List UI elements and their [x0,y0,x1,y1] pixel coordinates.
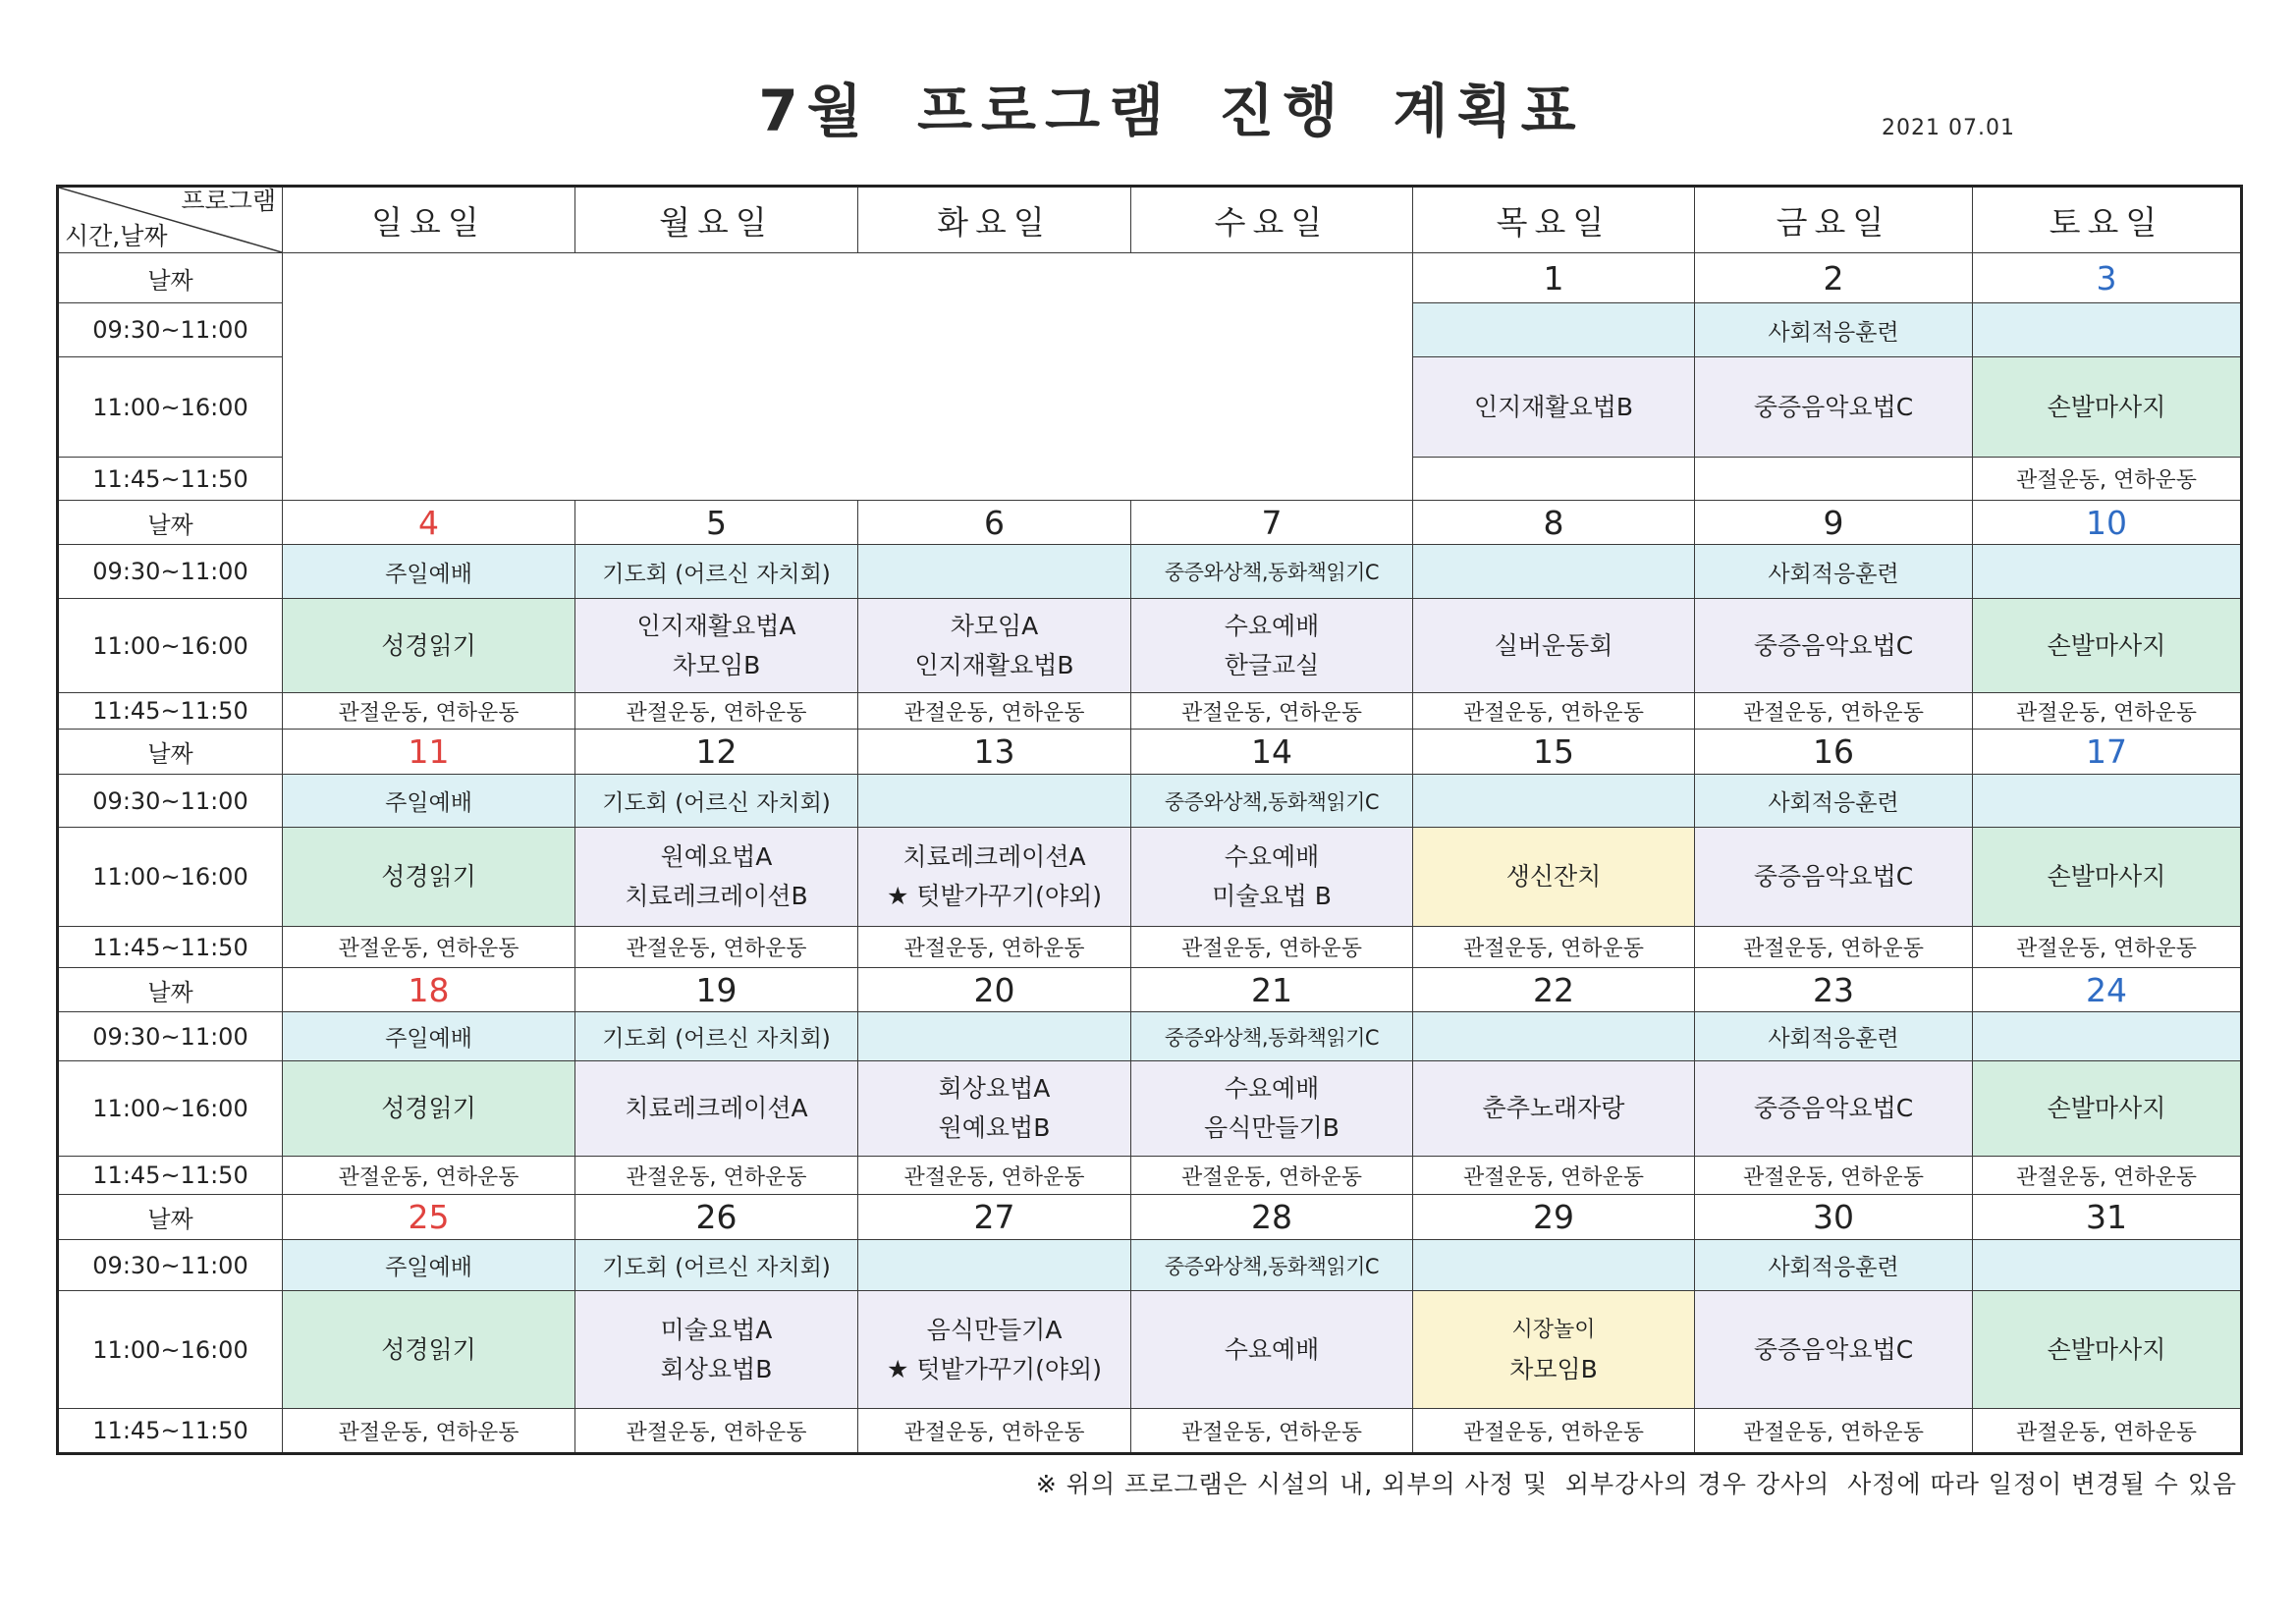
midday-program-cell [1973,1291,2242,1409]
program-line: 음식만들기B [1204,1113,1339,1142]
program-line: 미술요법 B [1212,882,1332,910]
exercise-program-cell: 관절운동, 연하운동 [575,693,858,730]
date-cell: 11 [283,730,575,775]
weekday-header: 목요일 [1413,187,1695,253]
midday-program-cell [1973,599,2242,693]
morning-row [58,1012,2242,1061]
header-row [58,187,2242,253]
date-cell: 7 [1131,501,1413,545]
exercise-program-cell: 관절운동, 연하운동 [283,927,575,968]
midday-program-cell [1413,357,1695,458]
midday-program-cell [575,599,858,693]
program-line: 차모임B [672,650,761,679]
morning-program-cell [1413,303,1695,357]
midday-program-cell [283,1291,575,1409]
midday-program-cell [858,828,1131,927]
midday-program-cell [1695,1291,1973,1409]
exercise-program-cell: 관절운동, 연하운동 [858,1157,1131,1195]
exercise-program-cell: 관절운동, 연하운동 [575,1409,858,1454]
midday-program-cell [858,1061,1131,1157]
row-label-exercise: 11:45~11:50 [58,927,283,968]
program-line: 손발마사지 [2047,392,2166,421]
program-line: 치료레크레이션A [902,842,1086,871]
morning-row [58,775,2242,828]
midday-program-cell [1131,828,1413,927]
row-label-date: 날짜 [58,501,283,545]
date-cell: 17 [1973,730,2242,775]
midday-program-cell [1973,828,2242,927]
program-line: 회상요법A [938,1074,1051,1103]
morning-program-cell: 기도회 (어르신 자치회) [575,1012,858,1061]
midday-row [58,1061,2242,1157]
program-line: 차모임B [1509,1354,1598,1383]
exercise-row [58,693,2242,730]
midday-program-cell [575,1291,858,1409]
date-cell: 18 [283,968,575,1012]
corner-time-date-label: 시간,날짜 [65,222,168,250]
exercise-program-cell: 관절운동, 연하운동 [1973,693,2242,730]
corner-header [58,187,283,253]
date-cell: 20 [858,968,1131,1012]
date-cell: 22 [1413,968,1695,1012]
morning-program-cell: 사회적응훈련 [1695,1012,1973,1061]
morning-program-cell [1413,545,1695,599]
row-label-date: 날짜 [58,968,283,1012]
row-label-exercise: 11:45~11:50 [58,1409,283,1454]
program-line: 인지재활요법B [914,650,1074,679]
program-line: 수요예배 [1224,1334,1320,1364]
exercise-program-cell: 관절운동, 연하운동 [1973,458,2242,501]
program-line: 성경읽기 [381,1094,476,1122]
date-cell: 24 [1973,968,2242,1012]
weekday-header: 화요일 [858,187,1131,253]
row-label-midday: 11:00~16:00 [58,828,283,927]
row-label-date: 날짜 [58,1195,283,1240]
date-cell: 3 [1973,253,2242,303]
date-cell: 15 [1413,730,1695,775]
exercise-program-cell: 관절운동, 연하운동 [1413,693,1695,730]
blank-area [283,253,1413,501]
date-cell: 8 [1413,501,1695,545]
row-label-morning: 09:30~11:00 [58,775,283,828]
program-line: 중증음악요법C [1753,392,1914,421]
program-line: 실버운동회 [1494,630,1613,660]
row-label-midday: 11:00~16:00 [58,1061,283,1157]
program-line: 한글교실 [1224,650,1320,679]
midday-program-cell [1413,1291,1695,1409]
morning-program-cell: 중증와상책,동화책읽기C [1131,1012,1413,1061]
midday-row [58,599,2242,693]
program-line: 수요예배 [1224,1074,1320,1103]
weekday-header: 일요일 [283,187,575,253]
morning-program-cell: 중증와상책,동화책읽기C [1131,775,1413,828]
midday-row [58,828,2242,927]
program-line: 음식만들기A [926,1315,1063,1344]
morning-program-cell [1973,545,2242,599]
program-line: 원예요법A [660,842,773,871]
date-row [58,730,2242,775]
midday-program-cell [1695,357,1973,458]
row-label-midday: 11:00~16:00 [58,357,283,458]
issued-date: 2021 07.01 [1882,116,2015,140]
row-label-midday: 11:00~16:00 [58,1291,283,1409]
exercise-program-cell: 관절운동, 연하운동 [858,1409,1131,1454]
date-cell: 30 [1695,1195,1973,1240]
program-line: 원예요법B [938,1113,1051,1142]
date-row [58,253,2242,303]
exercise-program-cell: 관절운동, 연하운동 [1131,1157,1413,1195]
exercise-program-cell: 관절운동, 연하운동 [1973,1409,2242,1454]
midday-program-cell [283,828,575,927]
date-cell: 13 [858,730,1131,775]
morning-program-cell: 중증와상책,동화책읽기C [1131,1240,1413,1291]
date-cell: 19 [575,968,858,1012]
program-line: 생신잔치 [1505,862,1602,891]
morning-program-cell [1973,1240,2242,1291]
program-line: 회상요법B [660,1354,773,1383]
date-cell: 23 [1695,968,1973,1012]
row-label-exercise: 11:45~11:50 [58,1157,283,1195]
exercise-program-cell: 관절운동, 연하운동 [1695,927,1973,968]
date-cell: 14 [1131,730,1413,775]
row-label-exercise: 11:45~11:50 [58,693,283,730]
program-line: 치료레크레이션A [625,1094,808,1122]
exercise-program-cell: 관절운동, 연하운동 [1413,1409,1695,1454]
weekday-header: 수요일 [1131,187,1413,253]
date-cell: 9 [1695,501,1973,545]
date-row [58,501,2242,545]
exercise-program-cell: 관절운동, 연하운동 [1131,1409,1413,1454]
morning-program-cell: 사회적응훈련 [1695,775,1973,828]
program-line: 중증음악요법C [1753,1094,1914,1122]
exercise-program-cell: 관절운동, 연하운동 [858,693,1131,730]
midday-program-cell [575,828,858,927]
program-line: 성경읽기 [381,630,476,660]
morning-program-cell [858,545,1131,599]
morning-program-cell: 기도회 (어르신 자치회) [575,775,858,828]
morning-program-cell: 주일예배 [283,775,575,828]
program-line: 성경읽기 [381,1334,476,1364]
morning-program-cell: 주일예배 [283,545,575,599]
morning-program-cell: 기도회 (어르신 자치회) [575,545,858,599]
midday-program-cell [575,1061,858,1157]
midday-program-cell [1131,1291,1413,1409]
morning-program-cell [1413,1012,1695,1061]
program-line: 시장놀이 [1511,1317,1596,1342]
morning-program-cell [1973,303,2242,357]
weekday-header: 월요일 [575,187,858,253]
date-cell: 31 [1973,1195,2242,1240]
exercise-program-cell: 관절운동, 연하운동 [1973,927,2242,968]
morning-program-cell [858,1012,1131,1061]
morning-program-cell [1973,1012,2242,1061]
midday-program-cell [1413,1061,1695,1157]
program-line: 손발마사지 [2047,630,2166,660]
morning-program-cell [858,1240,1131,1291]
midday-program-cell [1131,599,1413,693]
midday-program-cell [283,599,575,693]
morning-program-cell: 주일예배 [283,1240,575,1291]
page-title: 7월 프로그램 진행 계획표 [758,78,1585,144]
midday-program-cell [1695,1061,1973,1157]
date-cell: 4 [283,501,575,545]
morning-program-cell: 사회적응훈련 [1695,545,1973,599]
date-cell: 26 [575,1195,858,1240]
program-line: 치료레크레이션B [625,882,808,910]
morning-program-cell [858,775,1131,828]
program-line: 차모임A [950,611,1039,640]
date-cell: 27 [858,1195,1131,1240]
program-line: 미술요법A [660,1315,773,1344]
morning-program-cell [1973,775,2242,828]
midday-program-cell [1413,828,1695,927]
morning-program-cell: 기도회 (어르신 자치회) [575,1240,858,1291]
exercise-program-cell: 관절운동, 연하운동 [1131,693,1413,730]
midday-program-cell [858,599,1131,693]
morning-program-cell [1413,1240,1695,1291]
midday-row [58,1291,2242,1409]
program-line: 중증음악요법C [1753,1334,1914,1364]
row-label-date: 날짜 [58,253,283,303]
exercise-program-cell: 관절운동, 연하운동 [858,927,1131,968]
exercise-program-cell: 관절운동, 연하운동 [1413,1157,1695,1195]
row-label-morning: 09:30~11:00 [58,303,283,357]
exercise-program-cell: 관절운동, 연하운동 [1695,693,1973,730]
date-cell: 16 [1695,730,1973,775]
midday-program-cell [1131,1061,1413,1157]
program-line: 성경읽기 [381,862,476,891]
midday-program-cell [858,1291,1131,1409]
program-line: 수요예배 [1224,842,1320,871]
midday-program-cell [1413,599,1695,693]
exercise-program-cell: 관절운동, 연하운동 [1973,1157,2242,1195]
exercise-program-cell: 관절운동, 연하운동 [1413,927,1695,968]
exercise-program-cell: 관절운동, 연하운동 [575,1157,858,1195]
exercise-program-cell [1695,458,1973,501]
date-cell: 28 [1131,1195,1413,1240]
morning-program-cell: 주일예배 [283,1012,575,1061]
date-cell: 2 [1695,253,1973,303]
program-line: ★ 텃밭가꾸기(야외) [887,1354,1102,1383]
morning-program-cell: 사회적응훈련 [1695,1240,1973,1291]
row-label-midday: 11:00~16:00 [58,599,283,693]
exercise-program-cell: 관절운동, 연하운동 [283,1157,575,1195]
exercise-program-cell [1413,458,1695,501]
program-line: 손발마사지 [2047,1094,2166,1122]
exercise-program-cell: 관절운동, 연하운동 [283,693,575,730]
program-line: 중증음악요법C [1753,862,1914,891]
exercise-row [58,927,2242,968]
date-cell: 21 [1131,968,1413,1012]
date-row [58,1195,2242,1240]
row-label-morning: 09:30~11:00 [58,545,283,599]
weekday-header: 토요일 [1973,187,2242,253]
schedule-table [56,185,2243,1455]
program-line: ★ 텃밭가꾸기(야외) [887,882,1102,910]
program-line: 인지재활요법B [1473,392,1634,421]
midday-program-cell [1695,599,1973,693]
date-cell: 10 [1973,501,2242,545]
footnote: ※ 위의 프로그램은 시설의 내, 외부의 사정 및 외부강사의 경우 강사의 사정에 따라 일정이 변경될 수 있음 [1035,1470,2237,1498]
exercise-program-cell: 관절운동, 연하운동 [1131,927,1413,968]
exercise-program-cell: 관절운동, 연하운동 [1695,1157,1973,1195]
program-line: 중증음악요법C [1753,630,1914,660]
corner-program-label: 프로그램 [181,187,276,215]
date-cell: 12 [575,730,858,775]
exercise-row [58,1409,2242,1454]
exercise-program-cell: 관절운동, 연하운동 [1695,1409,1973,1454]
weekday-header: 금요일 [1695,187,1973,253]
row-label-date: 날짜 [58,730,283,775]
date-cell: 1 [1413,253,1695,303]
morning-program-cell: 중증와상책,동화책읽기C [1131,545,1413,599]
midday-program-cell [1973,1061,2242,1157]
exercise-row [58,1157,2242,1195]
date-cell: 5 [575,501,858,545]
morning-row [58,1240,2242,1291]
row-label-exercise: 11:45~11:50 [58,458,283,501]
date-cell: 29 [1413,1195,1695,1240]
morning-program-cell [1413,775,1695,828]
morning-program-cell: 사회적응훈련 [1695,303,1973,357]
program-line: 손발마사지 [2047,1334,2166,1364]
date-cell: 6 [858,501,1131,545]
date-cell: 25 [283,1195,575,1240]
row-label-morning: 09:30~11:00 [58,1012,283,1061]
row-label-morning: 09:30~11:00 [58,1240,283,1291]
program-line: 인지재활요법A [636,611,796,640]
date-row [58,968,2242,1012]
midday-program-cell [283,1061,575,1157]
midday-program-cell [1973,357,2242,458]
midday-program-cell [1695,828,1973,927]
program-line: 손발마사지 [2047,862,2166,891]
morning-row [58,545,2242,599]
program-line: 수요예배 [1224,611,1320,640]
exercise-program-cell: 관절운동, 연하운동 [575,927,858,968]
program-line: 춘추노래자랑 [1482,1094,1625,1122]
exercise-program-cell: 관절운동, 연하운동 [283,1409,575,1454]
